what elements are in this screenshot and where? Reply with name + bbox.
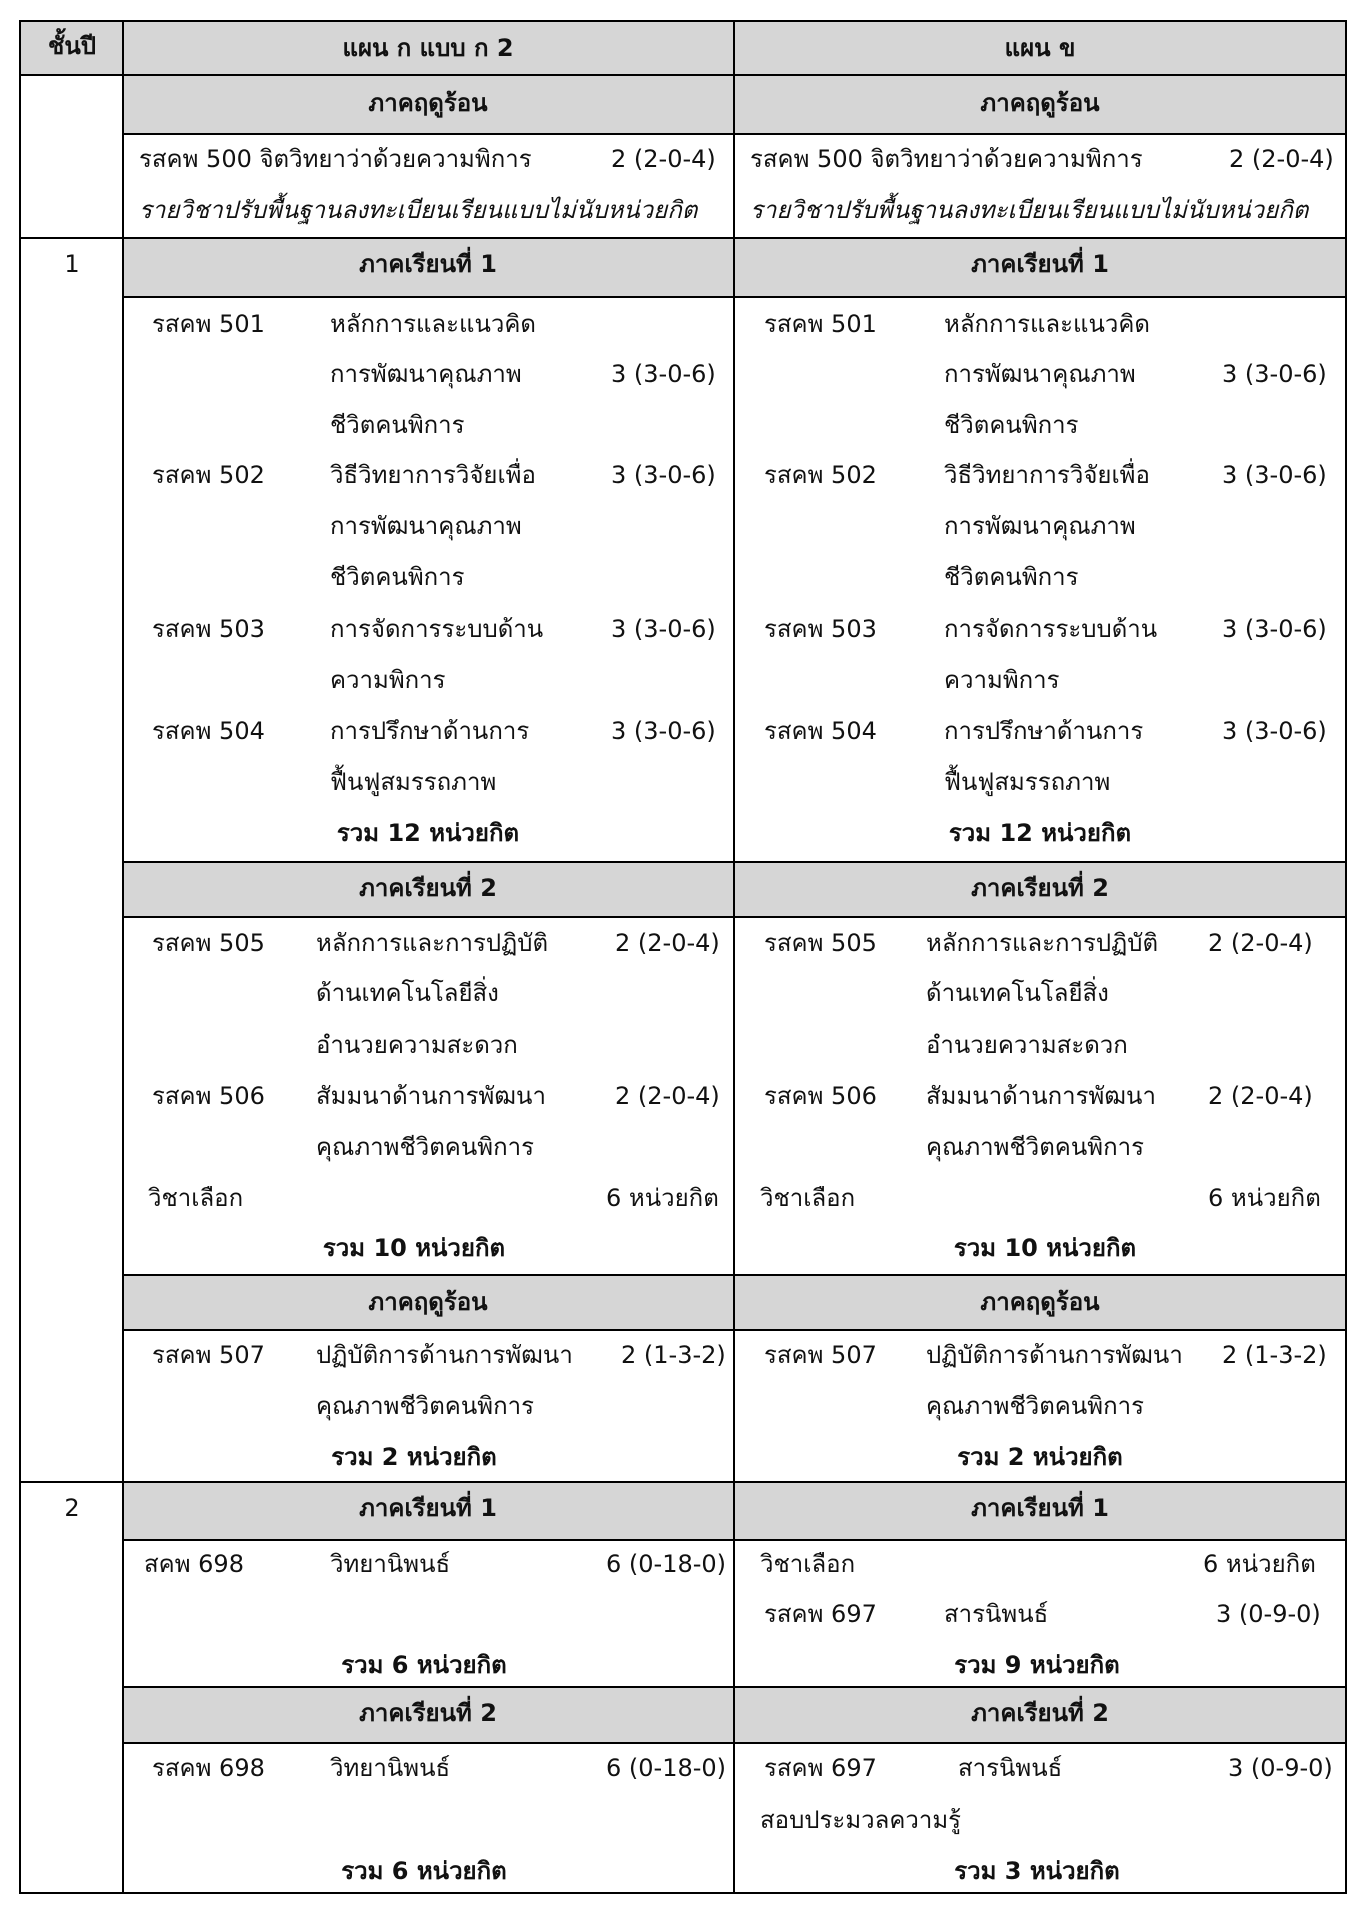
y1sum-total-a: รวม 2 หน่วยกิต: [331, 1443, 497, 1471]
course-credit: 2 (2-0-4): [615, 1082, 720, 1110]
row-divider: [122, 861, 1347, 863]
y1s1-total-b: รวม 12 หน่วยกิต: [948, 819, 1132, 847]
row-divider: [122, 1329, 1347, 1331]
course-code: สคพ 698: [144, 1550, 244, 1578]
course-500-a: รสคพ 500 จิตวิทยาว่าด้วยความพิการ: [139, 145, 532, 173]
course-credit: 3 (3-0-6): [1222, 717, 1327, 745]
course-name-line: อำนวยความสะดวก: [316, 1031, 518, 1059]
course-name-line: ด้านเทคโนโลยีสิ่ง: [926, 979, 1109, 1007]
comprehensive-exam: สอบประมวลความรู้: [760, 1806, 962, 1834]
row-divider: [122, 916, 1347, 918]
course-name-line: ปฏิบัติการด้านการพัฒนา: [316, 1341, 573, 1369]
row-divider: [122, 1686, 1347, 1688]
y2s1-heading-b: ภาคเรียนที่ 1: [971, 1494, 1109, 1522]
course-credit: 3 (3-0-6): [1222, 461, 1327, 489]
course-code: รสคพ 501: [152, 310, 265, 338]
plan-a-header: แผน ก แบบ ก 2: [342, 34, 514, 62]
row-divider: [19, 74, 1347, 76]
course-name-line: การปรึกษาด้านการ: [330, 717, 530, 745]
course-credit: 3 (0-9-0): [1216, 1600, 1321, 1628]
course-name-line: ชีวิตคนพิการ: [944, 563, 1079, 591]
y2s1-total-a: รวม 6 หน่วยกิต: [341, 1651, 507, 1679]
y2s2-total-b: รวม 3 หน่วยกิต: [954, 1857, 1120, 1885]
y1sum-total-b: รวม 2 หน่วยกิต: [957, 1443, 1123, 1471]
y1s1-total-a: รวม 12 หน่วยกิต: [336, 819, 520, 847]
course-name-line: ชีวิตคนพิการ: [330, 411, 465, 439]
y2s2-total-a: รวม 6 หน่วยกิต: [341, 1857, 507, 1885]
y1s2-heading-b: ภาคเรียนที่ 2: [971, 874, 1109, 902]
course-code: รสคพ 507: [152, 1341, 265, 1369]
course-500-b: รสคพ 500 จิตวิทยาว่าด้วยความพิการ: [750, 145, 1143, 173]
y1s1-heading-b: ภาคเรียนที่ 1: [971, 250, 1109, 278]
course-name-line: คุณภาพชีวิตคนพิการ: [926, 1392, 1144, 1420]
y2s1-heading-a: ภาคเรียนที่ 1: [359, 1494, 497, 1522]
course-code: รสคพ 505: [152, 929, 265, 957]
course-name-line: ความพิการ: [944, 666, 1060, 694]
course-credit: 3 (3-0-6): [1222, 615, 1327, 643]
y1s1-heading-a: ภาคเรียนที่ 1: [359, 250, 497, 278]
course-credit: 6 (0-18-0): [606, 1550, 727, 1578]
remedial-note-a: รายวิชาปรับพื้นฐานลงทะเบียนเรียนแบบไม่นับหน่วยกิต: [139, 196, 698, 224]
plan-b-header: แผน ข: [1004, 34, 1076, 62]
course-code: รสคพ 502: [152, 461, 265, 489]
course-name-line: หลักการและแนวคิด: [944, 310, 1151, 338]
course-credit: 3 (3-0-6): [1222, 360, 1327, 388]
course-name-line: สัมมนาด้านการพัฒนา: [926, 1082, 1156, 1110]
course-name-line: สารนิพนธ์: [958, 1754, 1063, 1782]
remedial-note-b: รายวิชาปรับพื้นฐานลงทะเบียนเรียนแบบไม่นับหน่วยกิต: [750, 196, 1309, 224]
y1s2-total-b: รวม 10 หน่วยกิต: [953, 1234, 1137, 1262]
year-column-header: ชั้นปี: [48, 32, 96, 60]
row-divider: [122, 1539, 1347, 1541]
course-code: รสคพ 501: [764, 310, 877, 338]
course-code: รสคพ 698: [152, 1754, 265, 1782]
course-code: รสคพ 697: [764, 1600, 877, 1628]
course-credit: 3 (3-0-6): [611, 615, 716, 643]
y2s1-total-b: รวม 9 หน่วยกิต: [954, 1651, 1120, 1679]
pre-summer-heading-a: ภาคฤดูร้อน: [368, 89, 488, 117]
course-name-line: สารนิพนธ์: [944, 1600, 1049, 1628]
course-credit: 2 (1-3-2): [621, 1341, 726, 1369]
elective-label: วิชาเลือก: [760, 1550, 856, 1578]
column-divider: [122, 20, 124, 1894]
course-name-line: การปรึกษาด้านการ: [944, 717, 1144, 745]
elective-credit: 6 หน่วยกิต: [1208, 1184, 1321, 1212]
elective-credit: 6 หน่วยกิต: [606, 1184, 719, 1212]
course-name-line: ชีวิตคนพิการ: [330, 563, 465, 591]
column-divider: [733, 20, 735, 1894]
elective-label: วิชาเลือก: [148, 1184, 244, 1212]
course-name-line: ฟื้นฟูสมรรถภาพ: [944, 768, 1111, 796]
course-code: รสคพ 505: [764, 929, 877, 957]
course-name-line: คุณภาพชีวิตคนพิการ: [316, 1133, 534, 1161]
course-name-line: วิทยานิพนธ์: [330, 1550, 451, 1578]
elective-credit: 6 หน่วยกิต: [1203, 1550, 1316, 1578]
row-divider: [122, 296, 1347, 298]
year-label-1: 1: [64, 250, 80, 278]
course-name-line: การพัฒนาคุณภาพ: [330, 360, 522, 388]
course-500-credit-a: 2 (2-0-4): [611, 145, 716, 173]
course-name-line: หลักการและแนวคิด: [330, 310, 537, 338]
course-credit: 2 (1-3-2): [1222, 1341, 1327, 1369]
y1s2-heading-a: ภาคเรียนที่ 2: [359, 874, 497, 902]
course-name-line: การพัฒนาคุณภาพ: [944, 360, 1136, 388]
course-name-line: คุณภาพชีวิตคนพิการ: [316, 1392, 534, 1420]
course-name-line: วิธีวิทยาการวิจัยเพื่อ: [944, 461, 1150, 489]
course-credit: 3 (3-0-6): [611, 360, 716, 388]
course-credit: 2 (2-0-4): [1208, 1082, 1313, 1110]
course-credit: 3 (3-0-6): [611, 717, 716, 745]
course-code: รสคพ 504: [152, 717, 265, 745]
course-code: รสคพ 503: [764, 615, 877, 643]
header-row-shade: [21, 22, 1345, 74]
row-divider: [122, 1742, 1347, 1744]
y2s2-heading-a: ภาคเรียนที่ 2: [359, 1699, 497, 1727]
course-name-line: หลักการและการปฏิบัติ: [926, 929, 1159, 957]
course-name-line: ความพิการ: [330, 666, 446, 694]
course-code: รสคพ 506: [764, 1082, 877, 1110]
course-name-line: ด้านเทคโนโลยีสิ่ง: [316, 979, 499, 1007]
y2s2-heading-b: ภาคเรียนที่ 2: [971, 1699, 1109, 1727]
course-code: รสคพ 503: [152, 615, 265, 643]
course-credit: 2 (2-0-4): [615, 929, 720, 957]
course-name-line: สัมมนาด้านการพัฒนา: [316, 1082, 546, 1110]
year-label-2: 2: [64, 1494, 80, 1522]
course-credit: 3 (3-0-6): [611, 461, 716, 489]
course-name-line: การจัดการระบบด้าน: [330, 615, 544, 643]
course-name-line: การจัดการระบบด้าน: [944, 615, 1158, 643]
course-name-line: วิทยานิพนธ์: [330, 1754, 451, 1782]
course-500-credit-b: 2 (2-0-4): [1229, 145, 1334, 173]
course-name-line: หลักการและการปฏิบัติ: [316, 929, 549, 957]
row-divider: [122, 133, 1347, 135]
row-divider: [19, 1481, 1347, 1483]
y1sum-heading-b: ภาคฤดูร้อน: [980, 1288, 1100, 1316]
course-name-line: อำนวยความสะดวก: [926, 1031, 1128, 1059]
row-divider: [122, 1274, 1347, 1276]
course-code: รสคพ 504: [764, 717, 877, 745]
course-name-line: การพัฒนาคุณภาพ: [944, 512, 1136, 540]
course-name-line: วิธีวิทยาการวิจัยเพื่อ: [330, 461, 536, 489]
course-name-line: คุณภาพชีวิตคนพิการ: [926, 1133, 1144, 1161]
course-name-line: ปฏิบัติการด้านการพัฒนา: [926, 1341, 1183, 1369]
course-code: รสคพ 502: [764, 461, 877, 489]
course-credit: 2 (2-0-4): [1208, 929, 1313, 957]
course-code: รสคพ 507: [764, 1341, 877, 1369]
course-code: รสคพ 697: [764, 1754, 877, 1782]
row-divider: [19, 237, 1347, 239]
course-name-line: ฟื้นฟูสมรรถภาพ: [330, 768, 497, 796]
elective-label: วิชาเลือก: [760, 1184, 856, 1212]
course-code: รสคพ 506: [152, 1082, 265, 1110]
course-name-line: ชีวิตคนพิการ: [944, 411, 1079, 439]
course-credit: 3 (0-9-0): [1228, 1754, 1333, 1782]
y1s2-total-a: รวม 10 หน่วยกิต: [322, 1234, 506, 1262]
course-credit: 6 (0-18-0): [606, 1754, 727, 1782]
y1sum-heading-a: ภาคฤดูร้อน: [368, 1288, 488, 1316]
pre-summer-heading-b: ภาคฤดูร้อน: [980, 89, 1100, 117]
course-name-line: การพัฒนาคุณภาพ: [330, 512, 522, 540]
